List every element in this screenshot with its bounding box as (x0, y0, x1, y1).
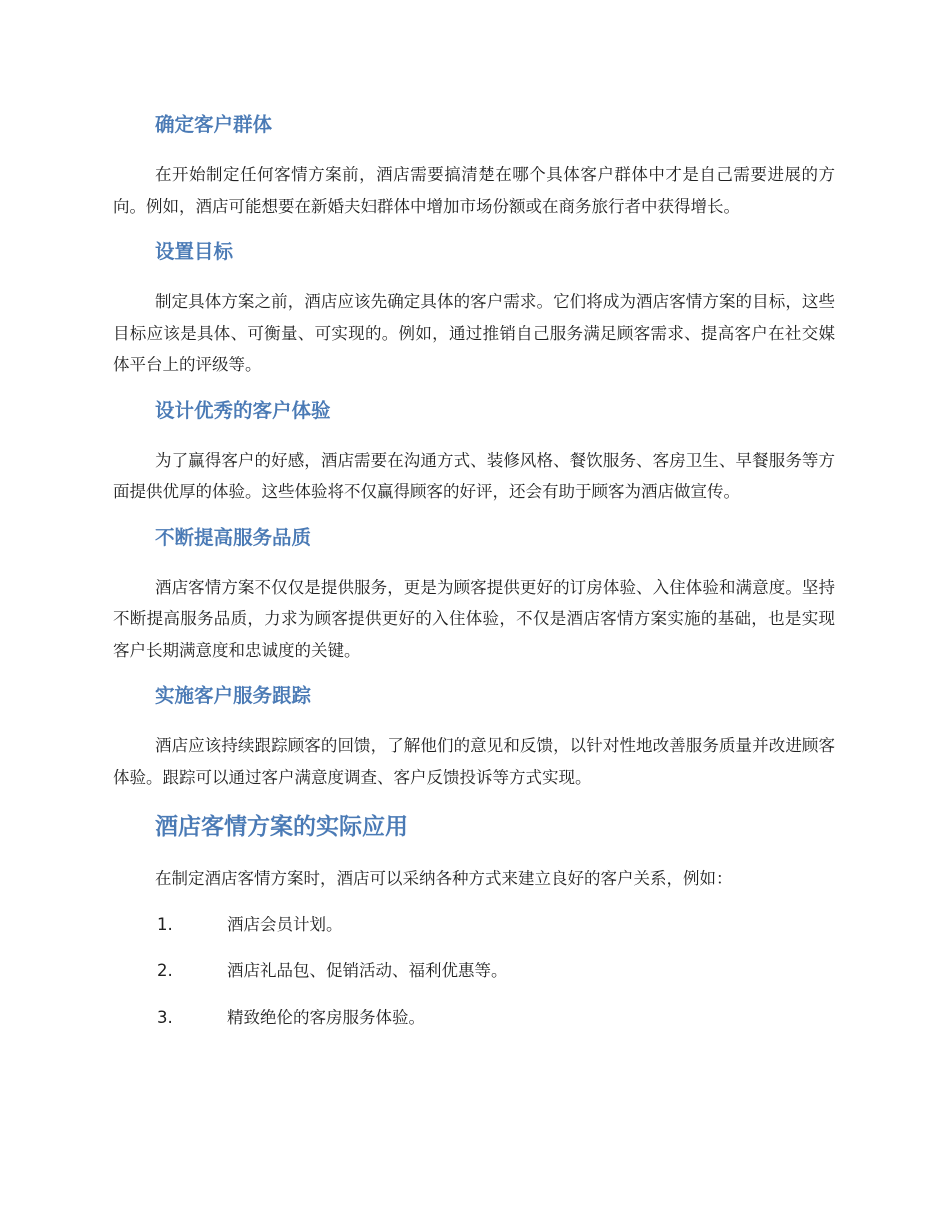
list-item-number: 1. (157, 914, 173, 934)
section-body: 制定具体方案之前，酒店应该先确定具体的客户需求。它们将成为酒店客情方案的目标，这些目标应该是具体、可衡量、可实现的。例如，通过推销自己服务满足顾客需求、提高客户在社交媒体平台上的评级等。 (113, 292, 835, 374)
application-intro: 在制定酒店客情方案时，酒店可以采纳各种方式来建立良好的客户关系，例如： (155, 869, 733, 888)
section-heading: 设计优秀的客户体验 (155, 398, 331, 422)
section-set-goals (113, 235, 835, 381)
section-heading: 设置目标 (155, 240, 234, 263)
list-item (113, 1002, 835, 1034)
section-application (113, 807, 835, 1033)
list-item (113, 955, 835, 987)
section-heading: 确定客户群体 (155, 113, 273, 136)
section-body: 酒店客情方案不仅仅是提供服务，更是为顾客提供更好的订房体验、入住体验和满意度。坚持不断提高服务品质，力求为顾客提供更好的入住体验，不仅是酒店客情方案实施的基础，也是实现客户长期满意度和忠诚度的关键。 (113, 577, 835, 660)
section-heading: 实施客户服务跟踪 (155, 684, 312, 707)
section-service-quality (113, 521, 835, 667)
section-body: 为了赢得客户的好感，酒店需要在沟通方式、装修风格、餐饮服务、客房卫生、早餐服务等方面提供优厚的体验。这些体验将不仅赢得顾客的好评，还会有助于顾客为酒店做宣传。 (113, 450, 835, 501)
section-customer-group (113, 108, 835, 222)
section-body: 在开始制定任何客情方案前，酒店需要搞清楚在哪个具体客户群体中才是自己需要进展的方向。例如，酒店可能想要在新婚夫妇群体中增加市场份额或在商务旅行者中获得增长。 (113, 165, 835, 216)
list-item-number: 3. (157, 1007, 173, 1027)
section-heading: 不断提高服务品质 (155, 525, 312, 549)
list-item-text: 酒店会员计划。 (227, 914, 343, 934)
list-item-number: 2. (157, 961, 173, 980)
list-item-text: 精致绝伦的客房服务体验。 (227, 1007, 425, 1027)
application-list (113, 909, 835, 1034)
document-content (113, 108, 835, 1048)
list-item-text: 酒店礼品包、促销活动、福利优惠等。 (227, 961, 508, 980)
section-service-tracking (113, 679, 835, 793)
section-customer-experience (113, 394, 835, 508)
application-heading: 酒店客情方案的实际应用 (155, 814, 408, 840)
section-body: 酒店应该持续跟踪顾客的回馈，了解他们的意见和反馈，以针对性地改善服务质量并改进顾客体验。跟踪可以通过客户满意度调查、客户反馈投诉等方式实现。 (113, 736, 835, 787)
list-item (113, 909, 835, 941)
